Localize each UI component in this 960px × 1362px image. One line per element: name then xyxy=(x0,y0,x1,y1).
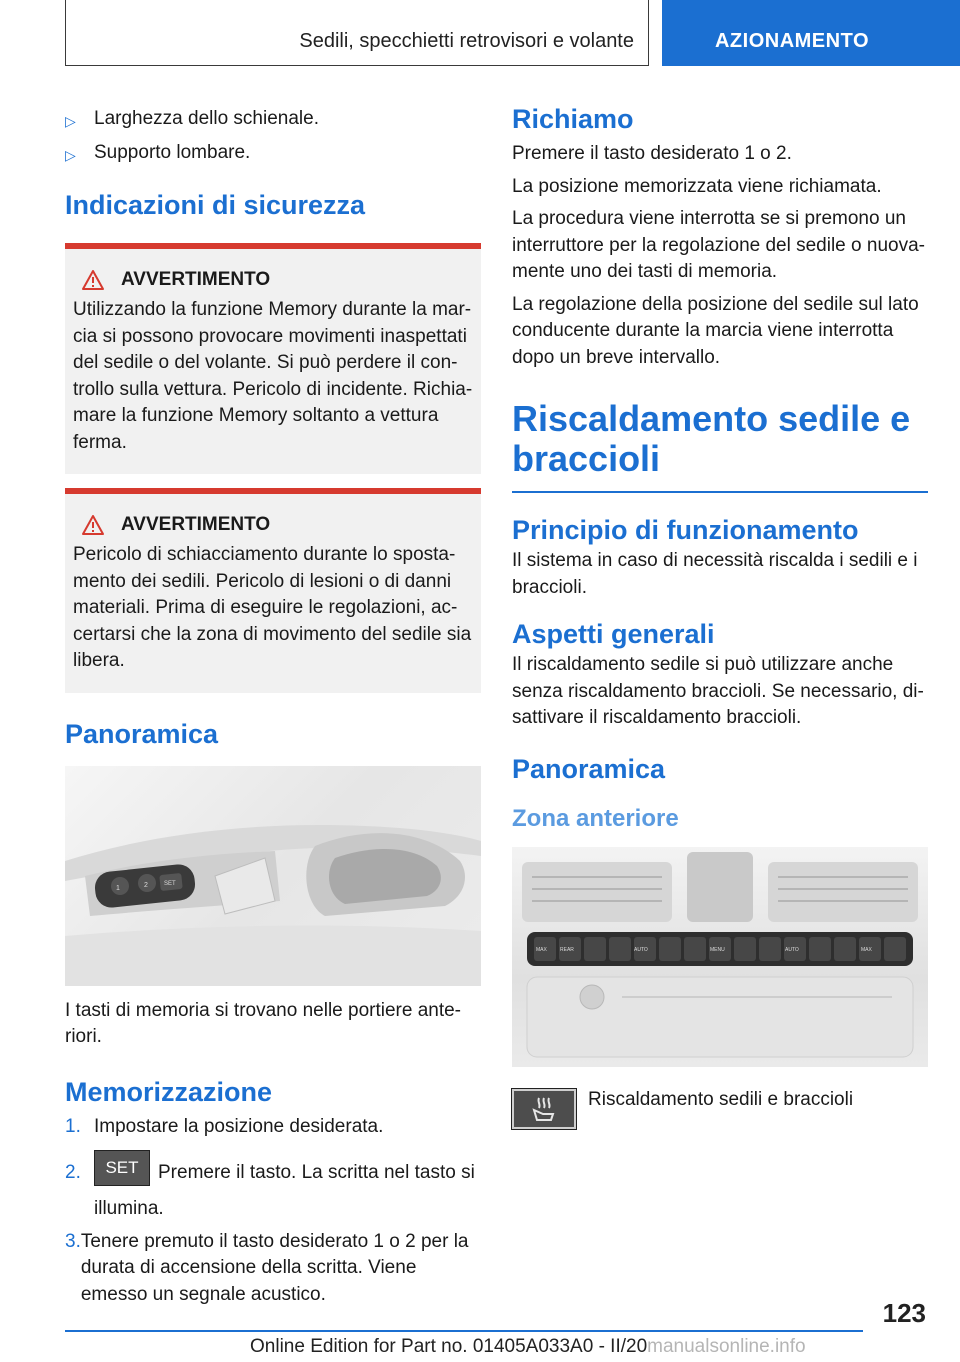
chapter-heading: Riscaldamento sedile e braccioli xyxy=(512,398,911,479)
seat-heating-icon xyxy=(512,1089,576,1129)
footer-edition xyxy=(250,1336,806,1358)
panel-button-label: REAR xyxy=(560,946,574,953)
overview-heading: Panoramica xyxy=(65,718,219,749)
photo-button-label: 1 xyxy=(116,884,120,892)
overview-heading: Panoramica xyxy=(512,753,666,784)
photo-button-label: SET xyxy=(164,880,176,887)
header-section-tab[interactable] xyxy=(662,0,960,66)
edition-text: Online Edition for Part no. 01405A033A0 - II/20 xyxy=(250,1336,648,1357)
right-column xyxy=(512,100,928,1129)
principle-heading: Principio di funzionamento xyxy=(512,515,859,545)
photo-caption: I tasti di memoria si trovano nelle portiere ante-riori. xyxy=(65,999,462,1047)
door-panel-illustration xyxy=(65,766,481,986)
page-number: 123 xyxy=(882,1298,926,1328)
recall-paragraph: La regolazione della posizione del sedile sul lato conducente durante la marcia viene interrotta dopo un breve intervallo. xyxy=(512,293,919,368)
general-heading: Aspetti generali xyxy=(512,619,715,649)
warning-box xyxy=(65,243,481,474)
panel-button-label: MENU xyxy=(710,946,725,953)
recall-paragraph: La posizione memorizzata viene richiamata. xyxy=(512,175,882,197)
triangle-bullet-icon: ▷ xyxy=(65,113,76,129)
panel-button-label: MAX xyxy=(861,946,872,953)
warning-text: Utilizzando la funzione Memory durante la mar-cia si possono provocare movimenti inaspettati del sedile o del volante. Si può perdere il con-trollo sulla vettura. Pericolo di incidente. Richia-mare la funzione Memory soltanto a vettura ferma. xyxy=(73,299,473,453)
header-title-box xyxy=(65,0,649,66)
bullet-item xyxy=(65,106,481,134)
warning-title: AVVERTIMENTO xyxy=(121,269,271,290)
panel-button-label: AUTO xyxy=(634,946,648,953)
step-item xyxy=(65,1150,481,1219)
step-content xyxy=(94,1150,479,1219)
icon-legend-row xyxy=(512,1089,928,1129)
recall-paragraph: Premere il tasto desiderato 1 o 2. xyxy=(512,143,792,164)
general-text: Il riscaldamento sedile si può utilizzare anche senza riscaldamento braccioli. Se necessario, di-sattivare il riscaldamento braccioli. xyxy=(512,654,924,728)
safety-heading: Indicazioni di sicurezza xyxy=(65,190,366,220)
bullet-text: Larghezza dello schienale. xyxy=(94,108,319,129)
step-text: Impostare la posizione desiderata. xyxy=(94,1115,384,1137)
step-number: 1. xyxy=(65,1115,81,1137)
triangle-bullet-icon: ▷ xyxy=(65,147,76,163)
section-label: AZIONAMENTO xyxy=(714,30,869,52)
panel-button-label: MAX xyxy=(536,946,547,953)
recall-paragraph: La procedura viene interrotta se si premono un interruttore per la regolazione del sedile o nuova-mente uno dei tasti di memoria. xyxy=(512,208,925,282)
recall-heading: Richiamo xyxy=(512,104,634,134)
step-text: Premere il tasto. La scritta nel tasto si illumina. xyxy=(94,1162,475,1219)
warning-title: AVVERTIMENTO xyxy=(121,514,271,535)
step-number: 2. xyxy=(65,1162,81,1183)
left-column xyxy=(65,100,481,1308)
step-number: 3. xyxy=(65,1230,81,1252)
memorize-heading: Memorizzazione xyxy=(65,1076,273,1107)
step-text: Tenere premuto il tasto desiderato 1 o 2 per la durata di accensione della scritta. Viene emesso un segnale acustico. xyxy=(80,1230,469,1305)
watermark: manualsonline.info xyxy=(647,1336,806,1357)
bullet-text: Supporto lombare. xyxy=(94,142,251,163)
warning-header xyxy=(73,269,473,291)
photo-button-label: 2 xyxy=(144,881,148,889)
climate-panel-photo xyxy=(512,847,928,1067)
climate-panel-illustration xyxy=(512,847,928,1067)
warning-box xyxy=(65,488,481,693)
principle-text: Il sistema in caso di necessità riscalda i sedili e i braccioli. xyxy=(512,550,918,598)
warning-triangle-icon xyxy=(81,269,105,291)
warning-triangle-icon xyxy=(81,514,105,536)
door-memory-buttons-photo xyxy=(65,766,481,986)
zone-heading: Zona anteriore xyxy=(512,804,679,832)
icon-caption: Riscaldamento sedili e braccioli xyxy=(588,1088,854,1110)
set-key-icon: SET xyxy=(94,1150,150,1186)
step-item xyxy=(65,1114,481,1141)
step-item xyxy=(65,1229,481,1309)
panel-button-label: AUTO xyxy=(785,946,799,953)
footer-rule xyxy=(65,1330,863,1332)
heading-rule xyxy=(512,491,928,493)
chapter-title: Sedili, specchietti retrovisori e volante xyxy=(299,30,634,52)
warning-header xyxy=(73,514,473,536)
bullet-item xyxy=(65,140,481,168)
warning-text: Pericolo di schiacciamento durante lo sposta-mento dei sedili. Pericolo di lesioni o di danni materiali. Prima di eseguire le regolazioni, ac-certarsi che la zona di movimento del sedile sia libera. xyxy=(73,544,472,671)
